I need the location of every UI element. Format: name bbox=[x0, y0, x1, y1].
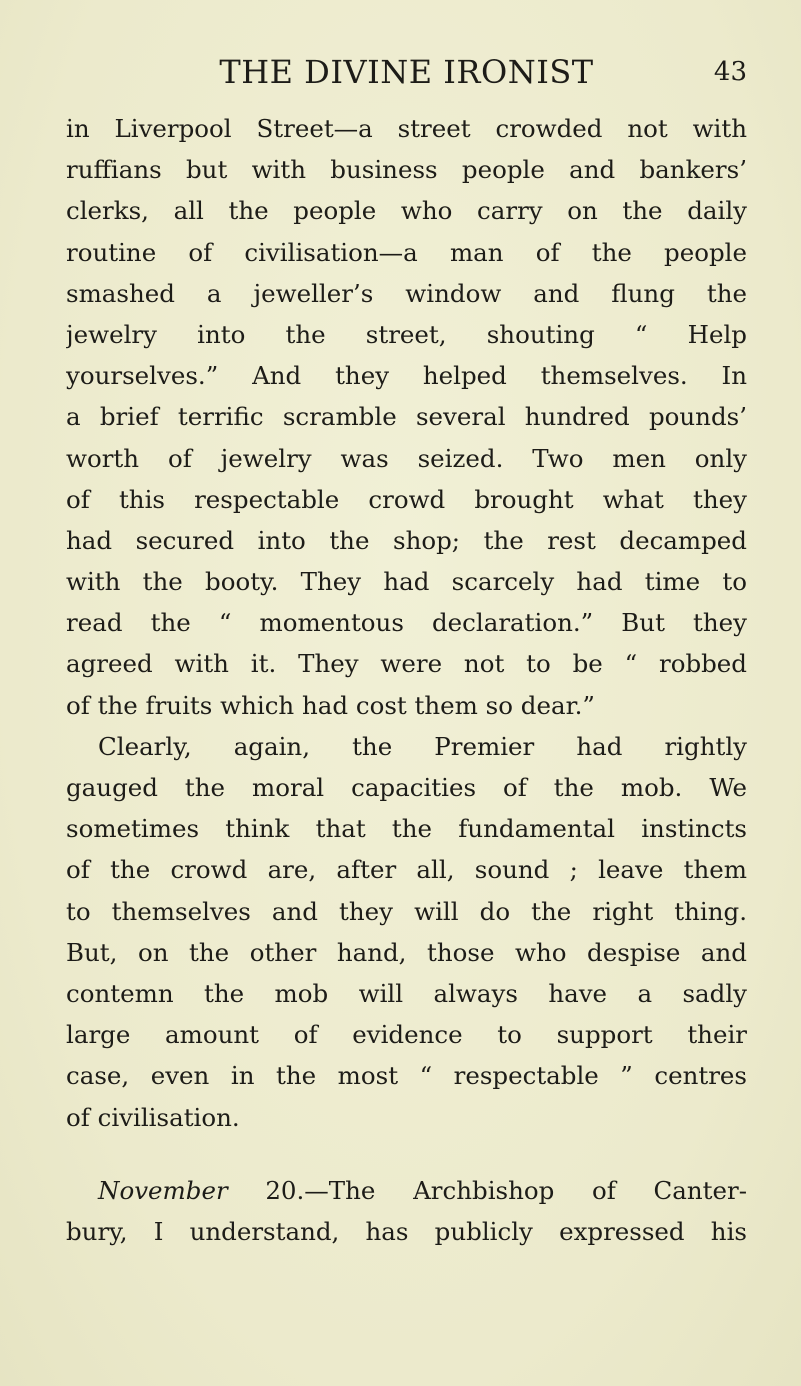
text-line: of civilisation. bbox=[66, 1102, 240, 1132]
running-head bbox=[66, 52, 747, 92]
text-line: But, on the other hand, those who despise and bbox=[66, 937, 747, 967]
text-line: to themselves and they will do the right thing. bbox=[66, 896, 747, 926]
text-line bbox=[66, 1170, 747, 1211]
text-line: read the “ momentous declaration.” But they bbox=[66, 608, 747, 638]
text-line: of this respectable crowd brought what they bbox=[66, 484, 747, 514]
paragraph-spacer bbox=[66, 1138, 747, 1170]
running-head-title: THE DIVINE IRONIST bbox=[219, 53, 594, 91]
text-line: worth of jewelry was seized. Two men only bbox=[66, 443, 747, 473]
text-line: with the booty. They had scarcely had time to bbox=[66, 567, 747, 597]
page-number: 43 bbox=[713, 57, 747, 87]
text-line: yourselves.” And they helped themselves. In bbox=[66, 361, 747, 391]
text-line: agreed with it. They were not to be “ robbed bbox=[66, 649, 747, 679]
text-line: large amount of evidence to support their bbox=[66, 1020, 747, 1050]
entry-text: 20.—The Archbishop of Canter- bbox=[227, 1175, 747, 1205]
text-line: in Liverpool Street—a street crowded not with bbox=[66, 114, 747, 143]
text-line: bury, I understand, has publicly expressed his bbox=[66, 1216, 747, 1246]
text-line: had secured into the shop; the rest decamped bbox=[66, 525, 747, 555]
entry-date: November bbox=[98, 1175, 228, 1205]
paragraph-1 bbox=[66, 108, 747, 726]
paragraph-3 bbox=[66, 1170, 747, 1252]
text-line: routine of civilisation—a man of the people bbox=[66, 237, 747, 267]
text-line: of the fruits which had cost them so dear.” bbox=[66, 690, 595, 720]
paragraph-2 bbox=[66, 726, 747, 1138]
text-line: smashed a jeweller’s window and flung the bbox=[66, 278, 747, 308]
text-line: ruffians but with business people and bankers’ bbox=[66, 155, 747, 185]
text-line: case, even in the most “ respectable ” centres bbox=[66, 1061, 747, 1091]
text-line: jewelry into the street, shouting “ Help bbox=[66, 319, 747, 349]
body-text bbox=[66, 108, 747, 1252]
text-line: a brief terrific scramble several hundred pounds’ bbox=[66, 402, 747, 432]
text-line: sometimes think that the fundamental instincts bbox=[66, 814, 747, 844]
text-line: clerks, all the people who carry on the daily bbox=[66, 196, 747, 226]
text-line: Clearly, again, the Premier had rightly bbox=[98, 731, 747, 761]
text-line: contemn the mob will always have a sadly bbox=[66, 978, 747, 1008]
text-line: gauged the moral capacities of the mob. We bbox=[66, 773, 747, 802]
text-line: of the crowd are, after all, sound ; leave them bbox=[66, 855, 747, 885]
